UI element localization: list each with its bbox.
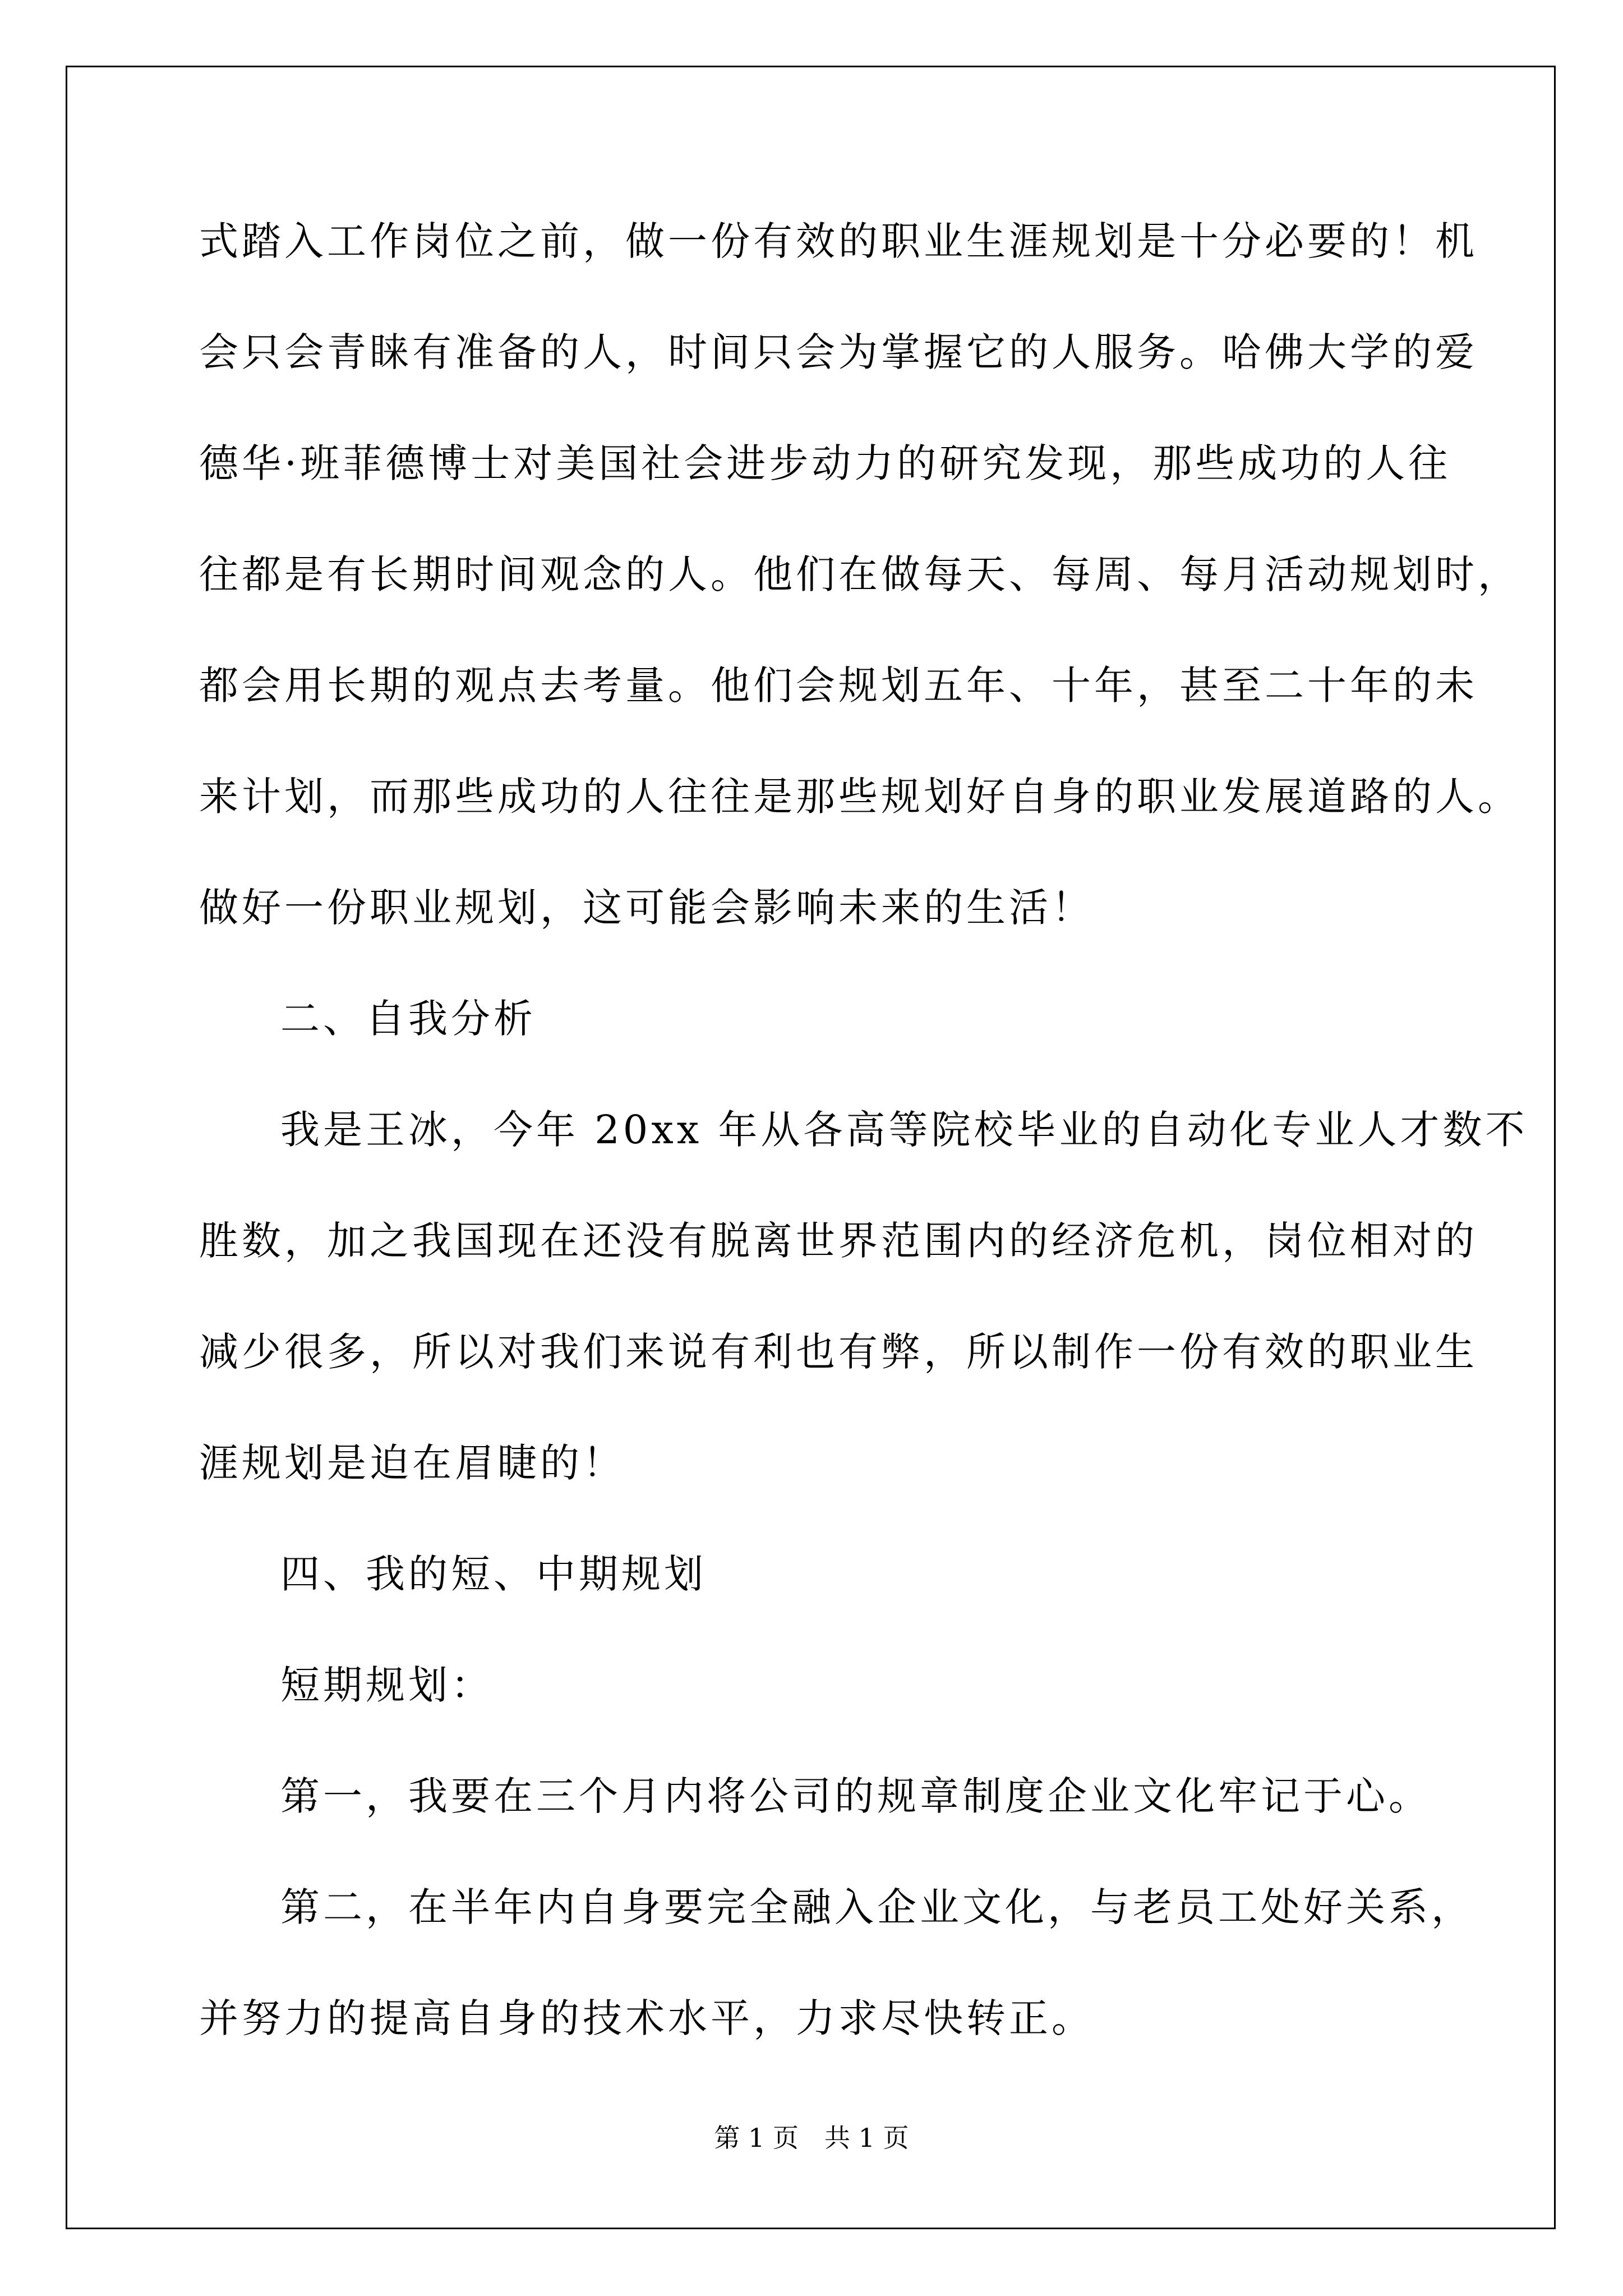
body-line: 减少很多，所以对我们来说有利也有弊，所以制作一份有效的职业生: [199, 1329, 1478, 1375]
body-line: 我是王冰，今年 20xx 年从各高等院校毕业的自动化专业人才数不: [280, 1107, 1528, 1153]
body-line: 会只会青睐有准备的人，时间只会为掌握它的人服务。哈佛大学的爱: [199, 329, 1478, 375]
body-line: 都会用长期的观点去考量。他们会规划五年、十年，甚至二十年的未: [199, 662, 1478, 708]
page-footer: 第 1 页 共 1 页: [714, 2123, 909, 2153]
body-line: 涯规划是迫在眉睫的！: [199, 1440, 625, 1486]
body-line: 式踏入工作岗位之前，做一份有效的职业生涯规划是十分必要的！机: [199, 218, 1478, 264]
body-line: 做好一份职业规划，这可能会影响未来的生活！: [199, 885, 1094, 931]
subheading-short-term-plan: 短期规划：: [280, 1662, 494, 1708]
body-line: 并努力的提高自身的技术水平，力求尽快转正。: [199, 1995, 1094, 2041]
document-body: [199, 218, 1528, 2110]
body-line: 来计划，而那些成功的人往往是那些规划好自身的职业发展道路的人。: [199, 774, 1520, 820]
section-heading-short-mid-plan: 四、我的短、中期规划: [280, 1551, 707, 1597]
body-line: 第二，在半年内自身要完全融入企业文化，与老员工处好关系，: [280, 1884, 1474, 1930]
section-heading-self-analysis: 二、自我分析: [280, 996, 536, 1042]
body-line: 第一，我要在三个月内将公司的规章制度企业文化牢记于心。: [280, 1773, 1431, 1819]
body-line: 胜数，加之我国现在还没有脱离世界范围内的经济危机，岗位相对的: [199, 1218, 1478, 1264]
body-line: 往都是有长期时间观念的人。他们在做每天、每周、每月活动规划时，: [199, 551, 1520, 597]
body-line: 德华·班菲德博士对美国社会进步动力的研究发现，那些成功的人往: [199, 440, 1451, 486]
